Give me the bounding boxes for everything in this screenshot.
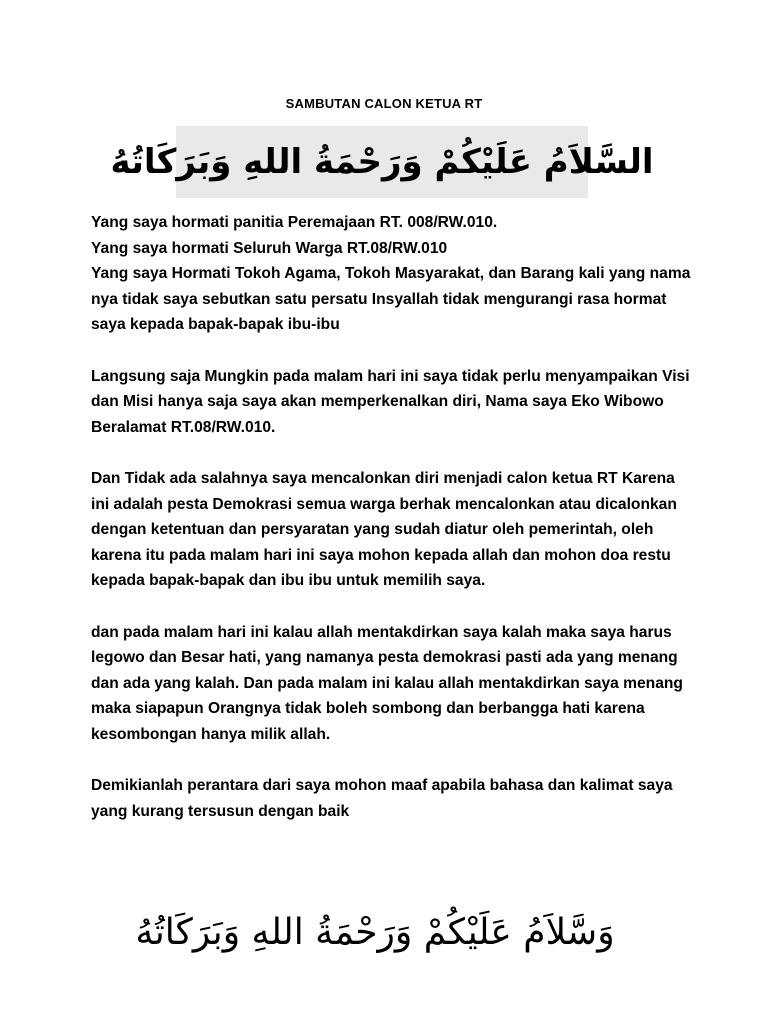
paragraph-introduction: Langsung saja Mungkin pada malam hari ini saya tidak perlu menyampaikan Visi dan Misi hanya saja saya akan memperkenalkan diri, Nama saya Eko Wibowo Beralamat RT.08/RW.010. <box>91 367 690 436</box>
paragraph-candidacy: Dan Tidak ada salahnya saya mencalonkan diri menjadi calon ketua RT Karena ini adalah pesta Demokrasi semua warga berhak mencalonkan atau dicalonkan dengan ketentuan dan persyaratan yang sudah diatur oleh pemerintah, oleh karena itu pada malam hari ini saya mohon kepada allah dan mohon doa restu kepada bapak-bapak dan ibu ibu untuk memilih saya. <box>91 469 677 590</box>
closing-greeting-arabic: وَسَّلاَمُ عَلَيْكُمْ وَرَحْمَةُ اللهِ وَبَرَكَاتُهُ <box>135 911 615 953</box>
opening-greeting-arabic: السَّلاَمُ عَلَيْكُمْ وَرَحْمَةُ اللهِ وَبَرَكَاتُهُ <box>176 126 588 198</box>
speech-body <box>91 210 691 850</box>
paragraph-acceptance: dan pada malam hari ini kalau allah mentakdirkan saya kalah maka saya harus legowo dan Besar hati, yang namanya pesta demokrasi pasti ada yang menang dan ada yang kalah. Dan pada malam ini kalau allah mentakdirkan saya menang maka siapapun Orangnya tidak boleh sombong dan berbangga hati karena kesombongan hanya milik allah. <box>91 623 683 743</box>
paragraph-closing: Demikianlah perantara dari saya mohon maaf apabila bahasa dan kalimat saya yang kurang tersusun dengan baik <box>91 777 673 820</box>
paragraph-salutation: Yang saya hormati panitia Peremajaan RT. 008/RW.010. Yang saya hormati Seluruh Warga RT.08/RW.010 Yang saya Hormati Tokoh Agama, Tokoh Masyarakat, dan Barang kali yang nama nya tidak saya sebutkan satu persatu Insyallah tidak mengurangi rasa hormat saya kepada bapak-bapak ibu-ibu <box>91 214 691 334</box>
document-title: SAMBUTAN CALON KETUA RT <box>285 96 483 111</box>
